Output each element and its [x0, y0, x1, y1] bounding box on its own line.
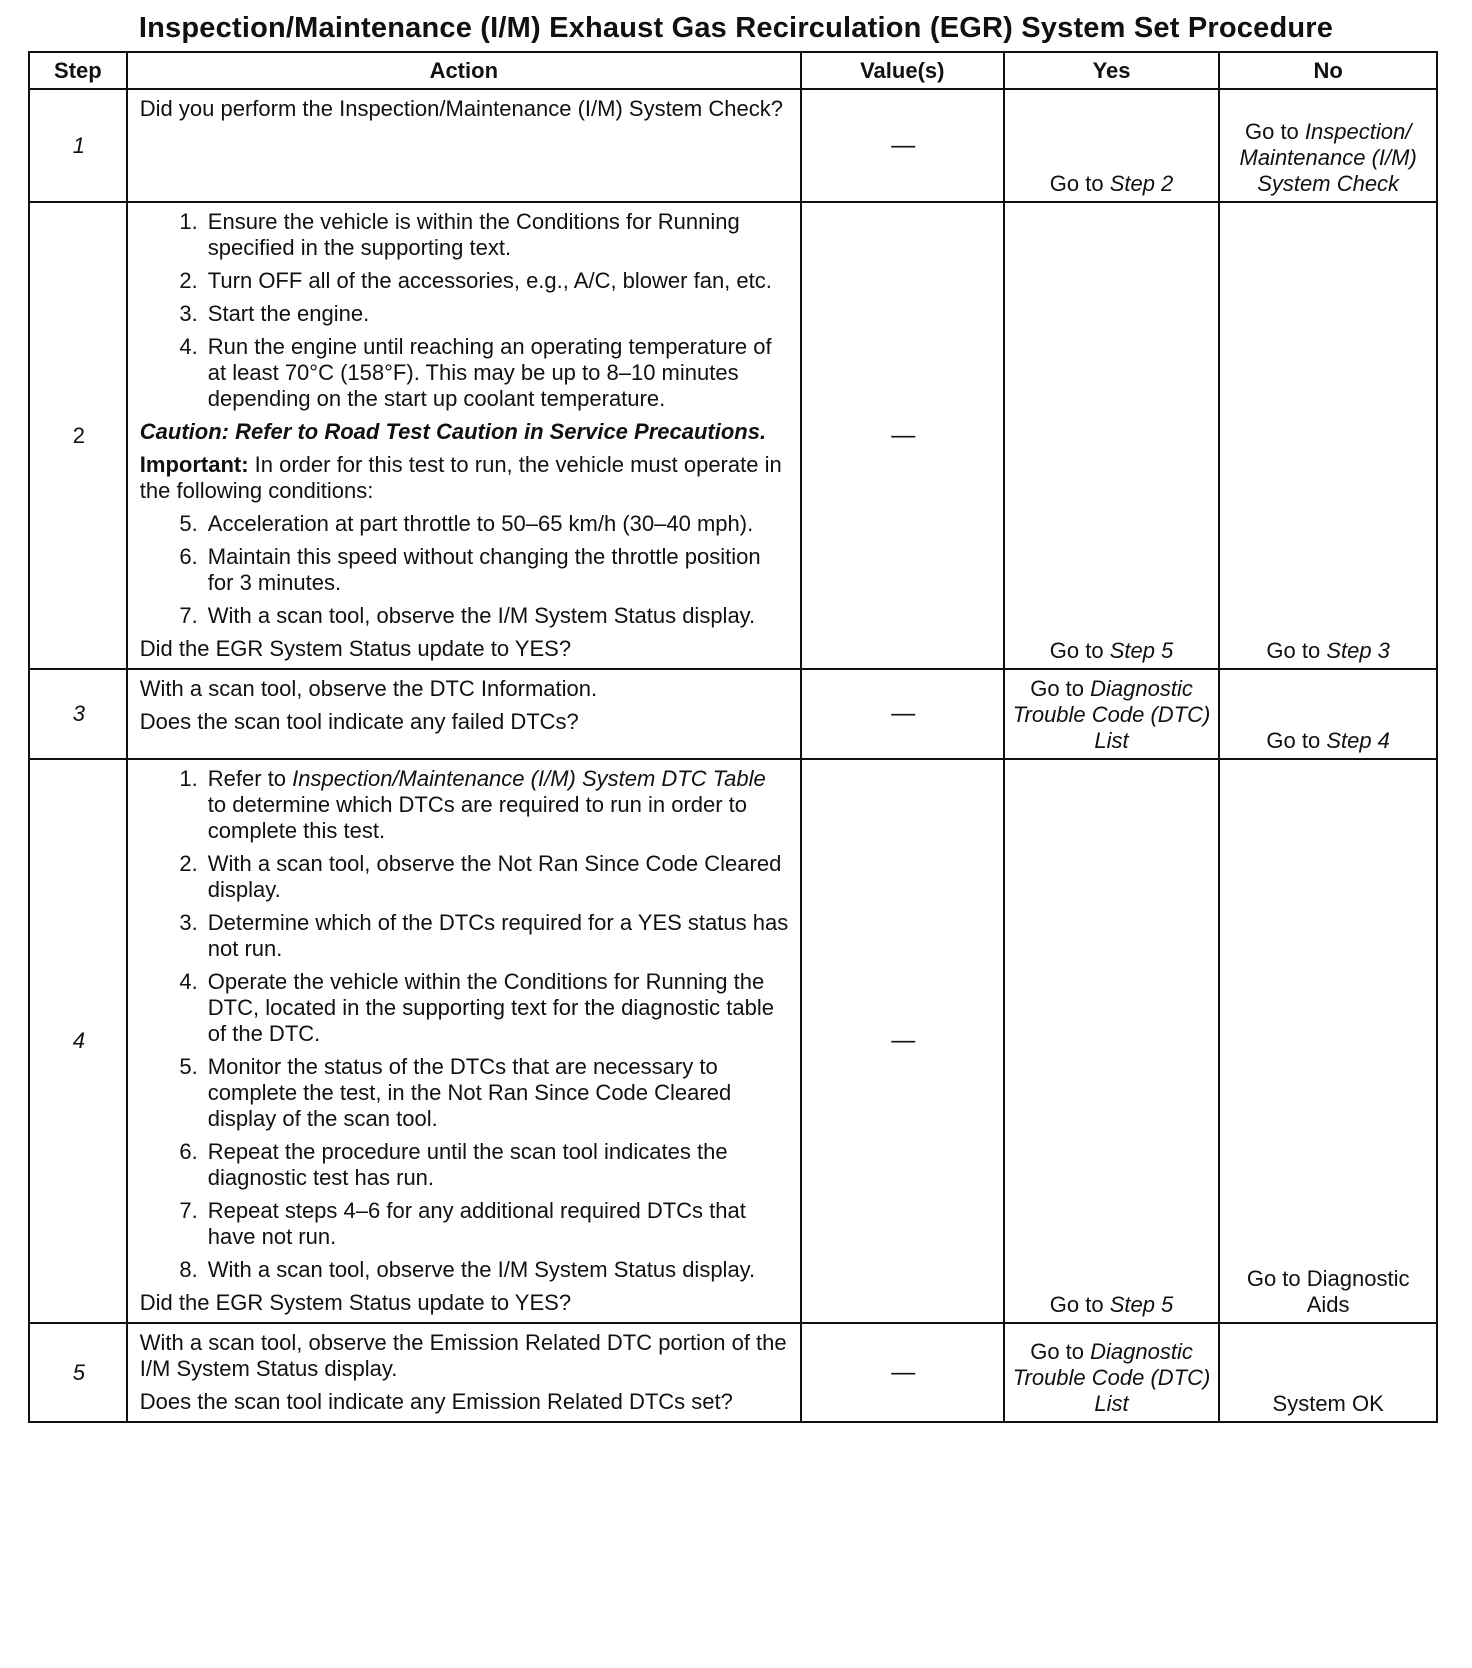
action-text: Did you perform the Inspection/Maintenance (I/M) System Check?: [139, 96, 783, 121]
header-row: [29, 52, 1437, 89]
yes-cell: [1004, 669, 1220, 759]
value-cell: [801, 1323, 1004, 1422]
no-cell: [1219, 89, 1437, 202]
no-cell: [1219, 1323, 1437, 1422]
no-link[interactable]: Go to Diagnostic Aids: [1246, 1266, 1410, 1317]
action-cell: [127, 89, 801, 202]
table-row-step-1: [29, 89, 1437, 202]
yes-prefix: Go to: [1030, 676, 1085, 701]
action-question: Did the EGR System Status update to YES?: [139, 1290, 572, 1315]
important-label: Important:: [139, 452, 249, 477]
action-question: Does the scan tool indicate any Emission Related DTCs set?: [139, 1389, 733, 1414]
header-yes: Yes: [1004, 52, 1220, 89]
no-link[interactable]: Step 3: [1326, 638, 1390, 663]
list-item: 3. Start the engine.: [179, 301, 370, 326]
value-dash: —: [891, 1027, 916, 1054]
yes-link[interactable]: Step 2: [1109, 171, 1174, 196]
no-result: System OK: [1272, 1391, 1384, 1416]
caution-note: Caution: Refer to Road Test Caution in Service Precautions.: [139, 419, 767, 444]
action-question: Does the scan tool indicate any failed DTCs?: [139, 709, 579, 734]
yes-prefix: Go to: [1049, 638, 1104, 663]
value-dash: —: [891, 421, 916, 449]
list-item: 5. Acceleration at part throttle to 50–65 km/h (30–40 mph).: [179, 511, 754, 536]
yes-link[interactable]: Diagnostic Trouble Code (DTC) List: [1012, 676, 1211, 753]
action-text: With a scan tool, observe the Emission Related DTC portion of the I/M System Status display.: [139, 1330, 787, 1381]
list-item: 4. Run the engine until reaching an operating temperature of at least 70°C (158°F). This may be up to 8–10 minutes depending on the start up coolant temperature.: [179, 334, 772, 411]
action-list-a: [140, 209, 790, 412]
yes-link[interactable]: Step 5: [1109, 638, 1174, 663]
yes-cell: [1004, 1323, 1220, 1422]
value-dash: —: [891, 1358, 916, 1386]
header-step: Step: [29, 52, 127, 89]
list-item: 8. With a scan tool, observe the I/M System Status display.: [179, 1257, 756, 1282]
important-note: [140, 452, 790, 504]
action-cell: [127, 759, 801, 1323]
action-list-b: [140, 511, 790, 629]
list-item: 7. With a scan tool, observe the I/M System Status display.: [179, 603, 756, 628]
yes-cell: [1004, 202, 1220, 669]
value-cell: [801, 759, 1004, 1323]
yes-cell: [1004, 89, 1220, 202]
action-cell: [127, 202, 801, 669]
no-prefix: Go to: [1266, 728, 1321, 753]
value-cell: [801, 202, 1004, 669]
no-prefix: Go to: [1244, 119, 1299, 144]
action-text: With a scan tool, observe the DTC Information.: [139, 676, 598, 701]
yes-link[interactable]: Diagnostic Trouble Code (DTC) List: [1012, 1339, 1211, 1416]
step-number: 5: [29, 1323, 127, 1422]
step-number: 1: [29, 89, 127, 202]
list-item: 4. Operate the vehicle within the Conditions for Running the DTC, located in the supporting text for the diagnostic table of the DTC.: [179, 969, 774, 1046]
list-item: 5. Monitor the status of the DTCs that are necessary to complete the test, in the Not Ran Since Code Cleared display of the scan tool.: [179, 1054, 732, 1131]
list-item: 6. Maintain this speed without changing the throttle position for 3 minutes.: [179, 544, 761, 595]
action-cell: [127, 1323, 801, 1422]
action-list: [140, 766, 790, 1283]
table-row-step-3: [29, 669, 1437, 759]
table-row-step-4: [29, 759, 1437, 1323]
no-link[interactable]: Inspection/ Maintenance (I/M) System Check: [1239, 119, 1417, 196]
table-reference-link[interactable]: Inspection/Maintenance (I/M) System DTC Table: [292, 766, 766, 791]
table-row-step-5: [29, 1323, 1437, 1422]
yes-prefix: Go to: [1030, 1339, 1085, 1364]
no-cell: [1219, 669, 1437, 759]
step-number: 2: [29, 202, 127, 669]
yes-cell: [1004, 759, 1220, 1323]
no-cell: [1219, 759, 1437, 1323]
action-question: Did the EGR System Status update to YES?: [139, 636, 572, 661]
header-action: Action: [127, 52, 801, 89]
list-item: 2. Turn OFF all of the accessories, e.g., A/C, blower fan, etc.: [179, 268, 772, 293]
document-title: Inspection/Maintenance (I/M) Exhaust Gas Recirculation (EGR) System Set Procedure: [138, 12, 1334, 44]
important-text: In order for this test to run, the vehicle must operate in the following conditions:: [139, 452, 782, 503]
yes-prefix: Go to: [1049, 1292, 1104, 1317]
list-item: 1. Refer to Inspection/Maintenance (I/M) System DTC Table to determine which DTCs are required to run in order to complete this test.: [179, 766, 766, 843]
no-prefix: Go to: [1266, 638, 1321, 663]
procedure-table: [28, 51, 1438, 1423]
list-item: 7. Repeat steps 4–6 for any additional required DTCs that have not run.: [179, 1198, 746, 1249]
list-item: 1. Ensure the vehicle is within the Conditions for Running specified in the supporting text.: [179, 209, 740, 260]
value-cell: [801, 669, 1004, 759]
list-item: 2. With a scan tool, observe the Not Ran Since Code Cleared display.: [179, 851, 782, 902]
step-number: 3: [29, 669, 127, 759]
step-number: 4: [29, 759, 127, 1323]
list-item: 6. Repeat the procedure until the scan tool indicates the diagnostic test has run.: [179, 1139, 728, 1190]
yes-prefix: Go to: [1049, 171, 1104, 196]
no-cell: [1219, 202, 1437, 669]
value-dash: —: [891, 131, 916, 159]
table-row-step-2: [29, 202, 1437, 669]
no-link[interactable]: Step 4: [1326, 728, 1390, 753]
header-values: Value(s): [801, 52, 1004, 89]
header-no: No: [1219, 52, 1437, 89]
value-dash: —: [891, 700, 916, 727]
value-cell: [801, 89, 1004, 202]
yes-link[interactable]: Step 5: [1109, 1292, 1174, 1317]
action-cell: [127, 669, 801, 759]
list-item: 3. Determine which of the DTCs required for a YES status has not run.: [179, 910, 789, 961]
